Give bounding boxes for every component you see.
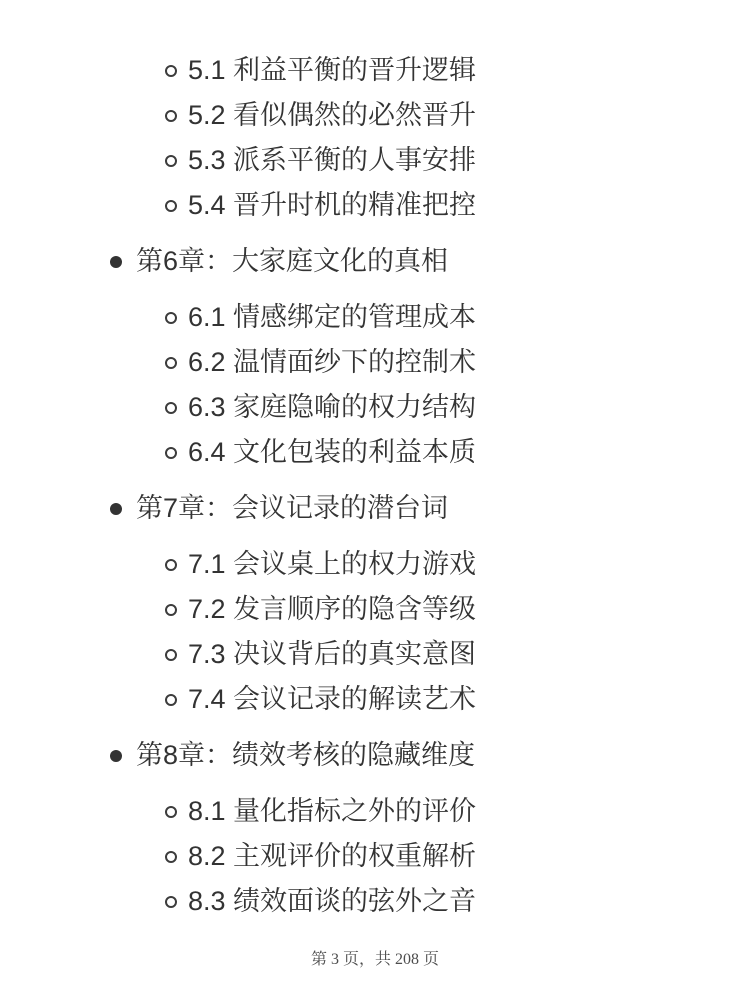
toc-subitem [0, 789, 750, 834]
toc-subitem-label: 6.4 文化包装的利益本质 [188, 437, 477, 467]
toc-subitem [0, 340, 750, 385]
disc-bullet-icon [110, 256, 122, 268]
toc-subitem-label: 8.2 主观评价的权重解析 [188, 841, 477, 871]
toc-subitem-label: 7.4 会议记录的解读艺术 [188, 684, 477, 714]
toc-subitem [0, 587, 750, 632]
toc-subitem [0, 430, 750, 475]
circle-bullet-icon [165, 447, 177, 459]
toc-subitem-label: 5.2 看似偶然的必然晋升 [188, 100, 477, 130]
toc-subitem [0, 138, 750, 183]
toc-subitem-label: 5.3 派系平衡的人事安排 [188, 145, 477, 175]
toc-subitem [0, 93, 750, 138]
toc-subitem-label: 7.2 发言顺序的隐含等级 [188, 594, 477, 624]
page-footer [0, 946, 750, 969]
toc-chapter-label: 第7章：会议记录的潜台词 [136, 493, 449, 523]
circle-bullet-icon [165, 604, 177, 616]
circle-bullet-icon [165, 694, 177, 706]
toc-chapter [0, 239, 750, 284]
toc-subitem [0, 834, 750, 879]
toc-subitem-label: 6.2 温情面纱下的控制术 [188, 347, 477, 377]
disc-bullet-icon [110, 503, 122, 515]
toc-subitem [0, 677, 750, 722]
toc-subitem-label: 7.1 会议桌上的权力游戏 [188, 549, 477, 579]
toc-subitem-label: 8.3 绩效面谈的弦外之音 [188, 886, 477, 916]
circle-bullet-icon [165, 357, 177, 369]
toc-subitem [0, 48, 750, 93]
toc-subitem [0, 632, 750, 677]
toc-subitem [0, 879, 750, 924]
toc-subitem-label: 5.4 晋升时机的精准把控 [188, 190, 477, 220]
toc-subitem-label: 5.1 利益平衡的晋升逻辑 [188, 55, 477, 85]
toc-chapter-label: 第6章：大家庭文化的真相 [136, 246, 449, 276]
circle-bullet-icon [165, 110, 177, 122]
circle-bullet-icon [165, 896, 177, 908]
circle-bullet-icon [165, 312, 177, 324]
toc-subitem [0, 295, 750, 340]
toc-subitem-label: 7.3 决议背后的真实意图 [188, 639, 477, 669]
toc-chapter-label: 第8章：绩效考核的隐藏维度 [136, 740, 476, 770]
toc-subitem [0, 183, 750, 228]
circle-bullet-icon [165, 402, 177, 414]
toc-subitem [0, 542, 750, 587]
circle-bullet-icon [165, 155, 177, 167]
toc-subitem-label: 8.1 量化指标之外的评价 [188, 796, 477, 826]
disc-bullet-icon [110, 750, 122, 762]
page-number: 第 3 页，共 208 页 [310, 951, 439, 968]
toc-subitem-label: 6.1 情感绑定的管理成本 [188, 302, 477, 332]
circle-bullet-icon [165, 559, 177, 571]
circle-bullet-icon [165, 200, 177, 212]
circle-bullet-icon [165, 65, 177, 77]
circle-bullet-icon [165, 649, 177, 661]
circle-bullet-icon [165, 851, 177, 863]
circle-bullet-icon [165, 806, 177, 818]
toc-chapter [0, 733, 750, 778]
toc-chapter [0, 486, 750, 531]
toc-subitem [0, 385, 750, 430]
toc-subitem-label: 6.3 家庭隐喻的权力结构 [188, 392, 477, 422]
